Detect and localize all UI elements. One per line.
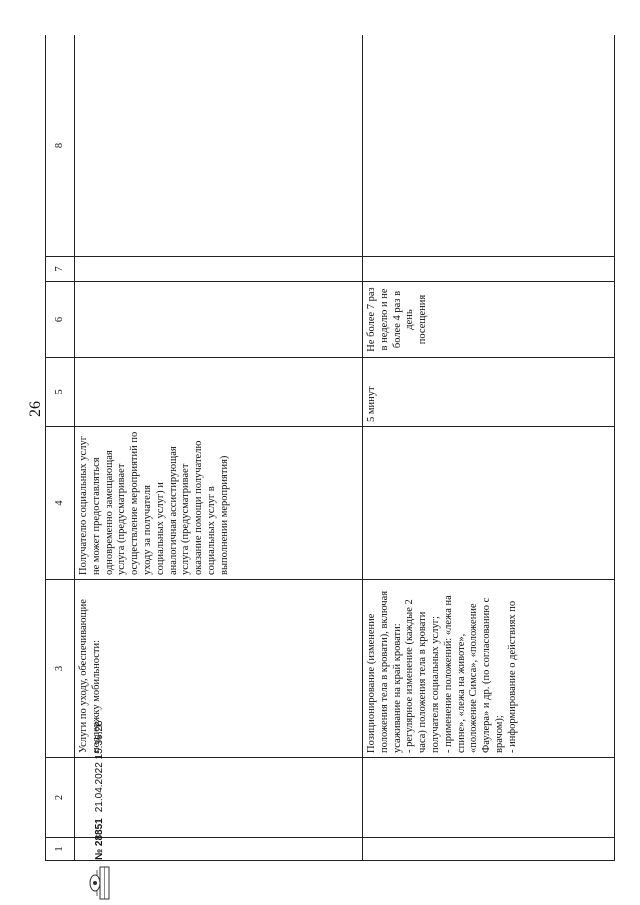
header-cell: 7	[46, 257, 75, 282]
table-cell: Услуги по уходу, обеспечивающие поддержку мобильности:	[75, 580, 363, 758]
header-cell: 1	[46, 838, 75, 861]
document-footer	[84, 680, 114, 900]
table-cell	[75, 358, 363, 427]
table-row	[363, 35, 615, 861]
table-cell	[363, 838, 615, 861]
document-number: № 28851	[93, 818, 105, 860]
table-cell: Позиционирование (изменение положения тела в кровати), включая усаживание на край кровати: - регулярное изменение (каждые 2 часа) положения тела в кровати получателя социальных услуг; - применение положений: «лежа на спине», «лежа на животе», «положение Симса», «положение Фаулера» и др. (по согласованию с врачом); - информирование о действиях по	[363, 580, 615, 758]
services-table	[45, 35, 615, 861]
table-cell: Не более 7 раз в неделю и не более 4 раз в день посещения	[363, 282, 615, 358]
table-cell	[75, 35, 363, 257]
header-cell: 6	[46, 282, 75, 358]
header-cell: 5	[46, 358, 75, 427]
table-cell: Получателю социальных услуг не может предоставляться одновременно замещающая услуга (предусматривает осуществление мероприятий по уходу за получателя социальных услуг) и аналогичная ассистирующая услуга (предусматривает оказание помощи получателю социальных услуг в выполнении мероприятия)	[75, 427, 363, 580]
header-cell: 8	[46, 35, 75, 257]
header-cell: 3	[46, 580, 75, 758]
document-timestamp: 21.04.2022 15:36:26	[93, 720, 105, 813]
page-number: 26	[27, 401, 44, 417]
table-area	[45, 35, 615, 861]
registry-stamp-icon	[88, 866, 110, 900]
table-cell	[75, 282, 363, 358]
header-cell: 2	[46, 758, 75, 838]
rotated-page	[45, 35, 615, 861]
table-cell: 5 минут	[363, 358, 615, 427]
table-cell	[363, 427, 615, 580]
header-cell: 4	[46, 427, 75, 580]
table-cell	[75, 257, 363, 282]
table-cell	[363, 758, 615, 838]
table-cell	[363, 257, 615, 282]
table-cell	[75, 758, 363, 838]
table-cell	[363, 35, 615, 257]
table-header-row	[46, 35, 75, 861]
table-row	[75, 35, 363, 861]
table-cell	[75, 838, 363, 861]
